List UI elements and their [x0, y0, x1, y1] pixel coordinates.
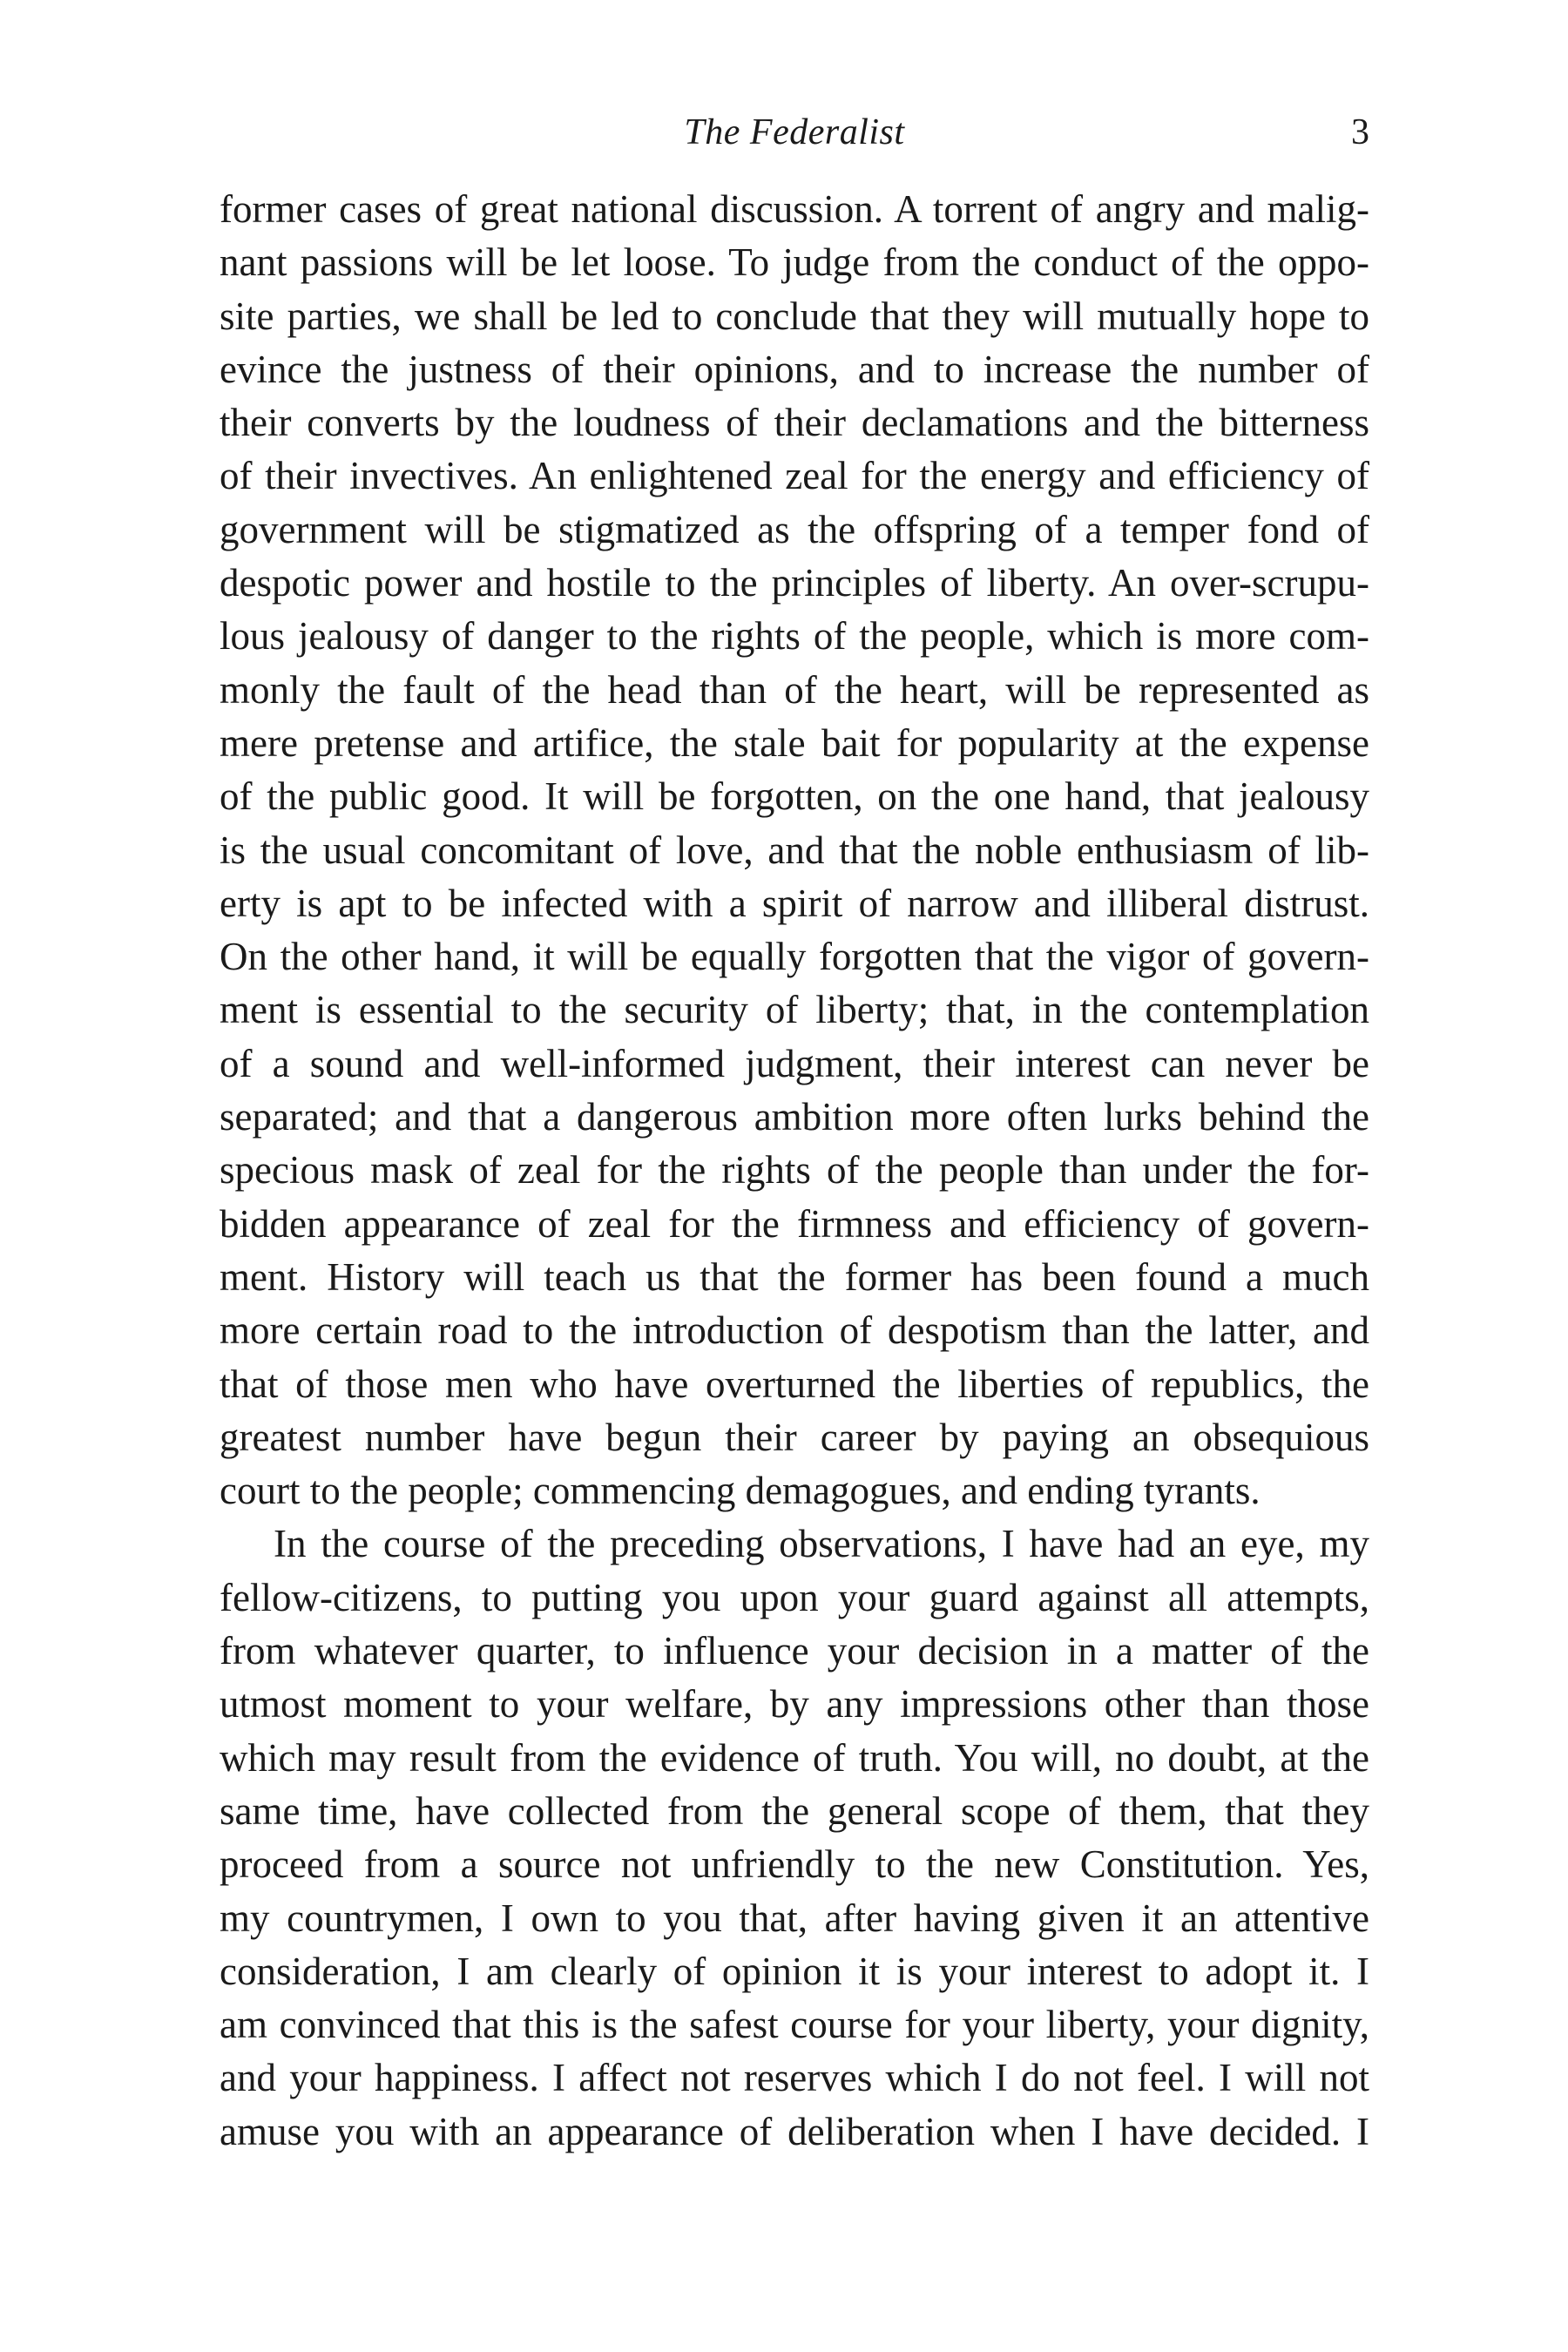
text-line: ment. History will teach us that the former has been found a much [220, 1254, 1369, 1299]
text-line: am convinced that this is the safest course for your liberty, your dignity, [220, 2003, 1369, 2047]
text-line: ment is essential to the security of liberty; that, in the contemplation [220, 988, 1369, 1032]
text-line: from whatever quarter, to influence your decision in a matter of the [220, 1629, 1369, 1673]
text-line: monly the fault of the head than of the heart, will be represented as [220, 667, 1369, 712]
text-line: fellow-citizens, to putting you upon your guard against all attempts, [220, 1575, 1369, 1619]
text-line: evince the justness of their opinions, and to increase the number of [220, 347, 1369, 391]
paragraph [220, 183, 1369, 1517]
text-line: is the usual concomitant of love, and that the noble enthusiasm of lib- [220, 828, 1369, 872]
text-line: their converts by the loudness of their declamations and the bitterness [220, 401, 1369, 445]
running-head [220, 106, 1369, 159]
running-title: The Federalist [684, 112, 905, 152]
text-line: utmost moment to your welfare, by any impressions other than those [220, 1682, 1369, 1727]
text-line: mere pretense and artifice, the stale bait for popularity at the expense [220, 720, 1369, 765]
text-line: bidden appearance of zeal for the firmness and efficiency of govern- [220, 1201, 1369, 1246]
text-line: that of those men who have overturned the liberties of republics, the [220, 1362, 1369, 1406]
text-line: consideration, I am clearly of opinion it is your interest to adopt it. I [220, 1949, 1369, 1993]
text-line: amuse you with an appearance of deliberation when I have decided. I [220, 2109, 1369, 2153]
body-text [220, 183, 1369, 2159]
text-line: more certain road to the introduction of despotism than the latter, and [220, 1308, 1369, 1353]
text-line: lous jealousy of danger to the rights of the people, which is more com- [220, 614, 1369, 659]
text-line: separated; and that a dangerous ambition more often lurks behind the [220, 1095, 1369, 1139]
text-line: of the public good. It will be forgotten, on the one hand, that jealousy [220, 774, 1369, 819]
text-line: erty is apt to be infected with a spirit of narrow and illiberal distrust. [220, 881, 1369, 925]
text-line: greatest number have begun their career by paying an obsequious [220, 1415, 1369, 1459]
text-line: same time, have collected from the general scope of them, that they [220, 1788, 1369, 1833]
text-line: which may result from the evidence of truth. You will, no doubt, at the [220, 1735, 1369, 1780]
text-line: of a sound and well-informed judgment, their interest can never be [220, 1041, 1369, 1085]
text-line: In the course of the preceding observations, I have had an eye, my [274, 1522, 1369, 1566]
text-line: government will be stigmatized as the offspring of a temper fond of [220, 507, 1369, 551]
text-line: and your happiness. I affect not reserves which I do not feel. I will not [220, 2056, 1369, 2100]
paragraph [220, 1517, 1369, 2159]
text-line: specious mask of zeal for the rights of the people than under the for- [220, 1148, 1369, 1193]
text-line: court to the people; commencing demagogues, and ending tyrants. [220, 1469, 1260, 1513]
text-line: On the other hand, it will be equally forgotten that the vigor of govern- [220, 935, 1369, 979]
page-number: 3 [1351, 112, 1369, 152]
text-line: proceed from a source not unfriendly to the new Constitution. Yes, [220, 1842, 1369, 1887]
text-line: site parties, we shall be led to conclude that they will mutually hope to [220, 294, 1369, 338]
text-line: former cases of great national discussion. A torrent of angry and malig- [220, 187, 1369, 231]
text-line: nant passions will be let loose. To judge from the conduct of the oppo- [220, 240, 1369, 285]
text-line: despotic power and hostile to the principles of liberty. An over-scrupu- [220, 561, 1369, 605]
text-line: my countrymen, I own to you that, after having given it an attentive [220, 1896, 1369, 1940]
text-line: of their invectives. An enlightened zeal for the energy and efficiency of [220, 454, 1369, 498]
